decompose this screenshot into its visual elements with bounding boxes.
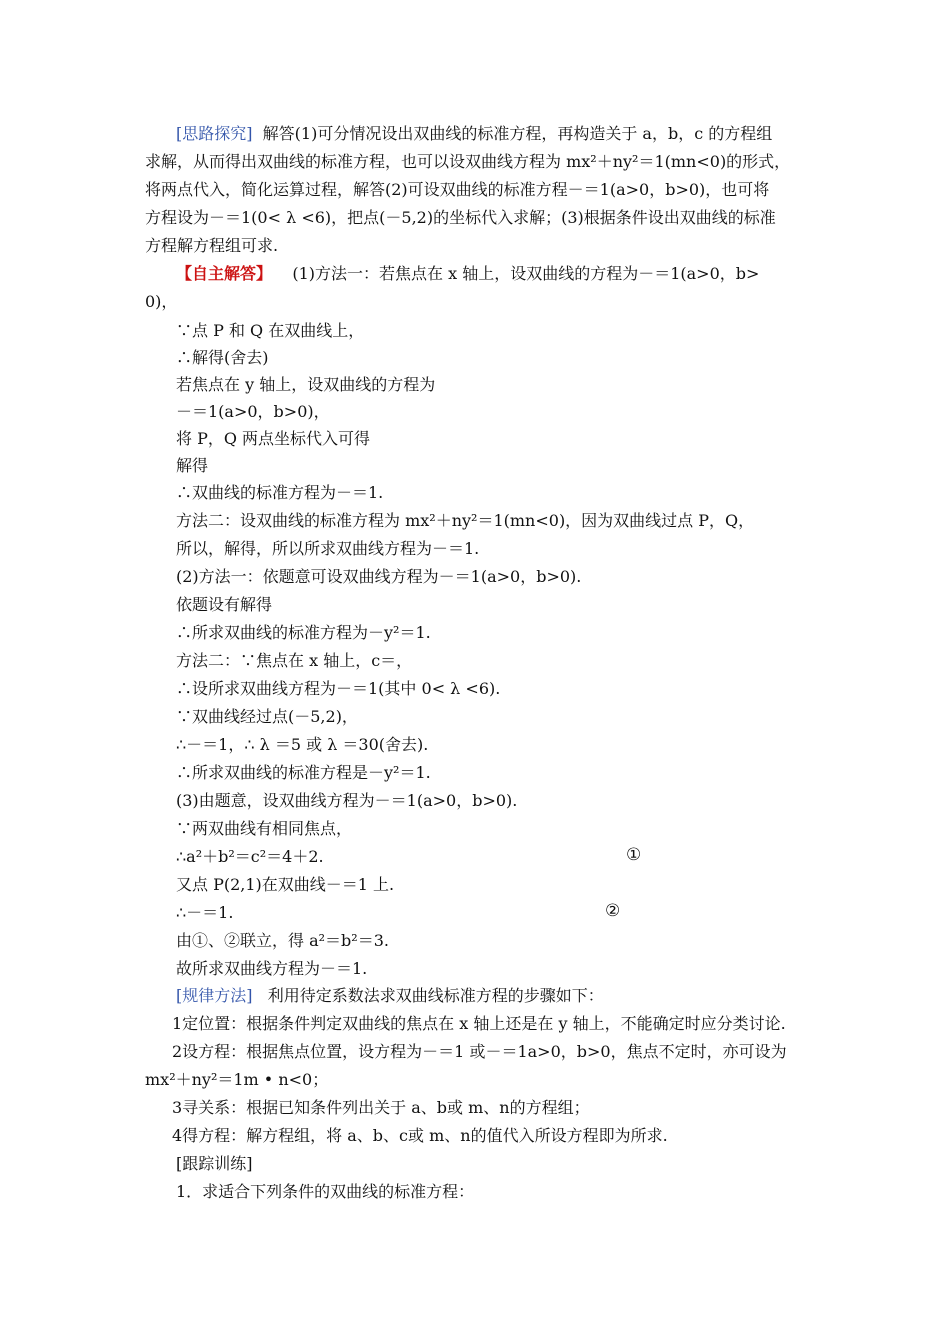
- solution-first-text: (1)方法一：若焦点在 x 轴上，设双曲线的方程为－＝1(a>0，b>: [292, 264, 760, 283]
- solution-line-12: ∴所求双曲线的标准方程为－y²＝1.: [176, 623, 431, 642]
- solution-line-13: 方法二：∵焦点在 x 轴上，c＝，: [176, 651, 413, 670]
- solution-line-1: ∵点 P 和 Q 在双曲线上，: [176, 321, 365, 340]
- solution-line-18: (3)由题意，设双曲线方程为－＝1(a>0，b>0).: [176, 791, 518, 810]
- solution-line-6: 解得: [176, 456, 209, 475]
- solution-line-19: ∵两双曲线有相同焦点，: [176, 819, 353, 838]
- solution-line-21: 又点 P(2,1)在双曲线－＝1 上.: [176, 875, 395, 894]
- method-step-3: 3寻关系：根据已知条件列出关于 a、b或 m、n的方程组；: [172, 1098, 590, 1117]
- solution-line-first: [176, 263, 759, 285]
- solution-line-15: ∵双曲线经过点(－5,2)，: [176, 707, 358, 726]
- solution-line-4: －＝1(a>0，b>0)，: [176, 402, 330, 421]
- solution-first-cont: 0)，: [145, 292, 178, 311]
- practice-tag: [跟踪训练]: [176, 1154, 253, 1173]
- analysis-tag: [思路探究]: [176, 124, 253, 143]
- method-step-2-cont: mx²＋ny²＝1m • n<0；: [145, 1070, 329, 1089]
- method-step-1: 1定位置：根据条件判定双曲线的焦点在 x 轴上还是在 y 轴上，不能确定时应分类讨论.: [172, 1014, 786, 1033]
- solution-line-2: ∴解得(舍去): [176, 348, 269, 367]
- equation-mark-2: ②: [605, 901, 621, 921]
- analysis-line-4: 方程设为－＝1(0< λ <6)，把点(－5,2)的坐标代入求解；(3)根据条件设出双曲线的标准: [145, 208, 776, 227]
- solution-line-22: ∴－＝1.: [176, 903, 234, 922]
- solution-line-23: 由①、②联立，得 a²＝b²＝3.: [176, 931, 389, 950]
- solution-line-8: 方法二：设双曲线的标准方程为 mx²＋ny²＝1(mn<0)，因为双曲线过点 P，Q，: [176, 511, 755, 530]
- solution-line-10: (2)方法一：依题意可设双曲线方程为－＝1(a>0，b>0).: [176, 567, 582, 586]
- solution-line-24: 故所求双曲线方程为－＝1.: [176, 959, 368, 978]
- method-intro: 利用待定系数法求双曲线标准方程的步骤如下：: [267, 986, 604, 1005]
- method-step-4: 4得方程：解方程组，将 a、b、c或 m、n的值代入所设方程即为所求.: [172, 1126, 668, 1145]
- solution-line-20: ∴a²＋b²＝c²＝4＋2.: [176, 847, 324, 866]
- solution-tag: 【自主解答】: [176, 264, 273, 283]
- solution-line-14: ∴设所求双曲线方程为－＝1(其中 0< λ <6).: [176, 679, 501, 698]
- method-step-2: 2设方程：根据焦点位置，设方程为－＝1 或－＝1a>0，b>0，焦点不定时，亦可设为: [172, 1042, 787, 1061]
- solution-line-5: 将 P，Q 两点坐标代入可得: [176, 429, 371, 448]
- practice-question-1: 1．求适合下列条件的双曲线的标准方程：: [176, 1182, 475, 1201]
- solution-line-11: 依题设有解得: [176, 595, 273, 614]
- analysis-line-2: 求解，从而得出双曲线的标准方程，也可以设双曲线方程为 mx²＋ny²＝1(mn<0)的形式，: [145, 152, 791, 171]
- solution-line-17: ∴所求双曲线的标准方程是－y²＝1.: [176, 763, 431, 782]
- method-line-intro: [176, 985, 604, 1007]
- analysis-line-3: 将两点代入，简化运算过程，解答(2)可设双曲线的标准方程－＝1(a>0，b>0)，也可将: [145, 180, 770, 199]
- solution-line-16: ∴－＝1，∴ λ ＝5 或 λ ＝30(舍去).: [176, 735, 429, 754]
- solution-line-7: ∴双曲线的标准方程为－＝1.: [176, 483, 384, 502]
- analysis-line-5: 方程解方程组可求.: [145, 236, 279, 255]
- analysis-text-1: 解答(1)可分情况设出双曲线的标准方程，再构造关于 a，b，c 的方程组: [262, 124, 773, 143]
- solution-line-9: 所以，解得，所以所求双曲线方程为－＝1.: [176, 539, 480, 558]
- method-tag: [规律方法]: [176, 986, 253, 1005]
- solution-line-3: 若焦点在 y 轴上，设双曲线的方程为: [176, 375, 436, 394]
- analysis-line-1: [176, 123, 772, 145]
- equation-mark-1: ①: [626, 845, 642, 865]
